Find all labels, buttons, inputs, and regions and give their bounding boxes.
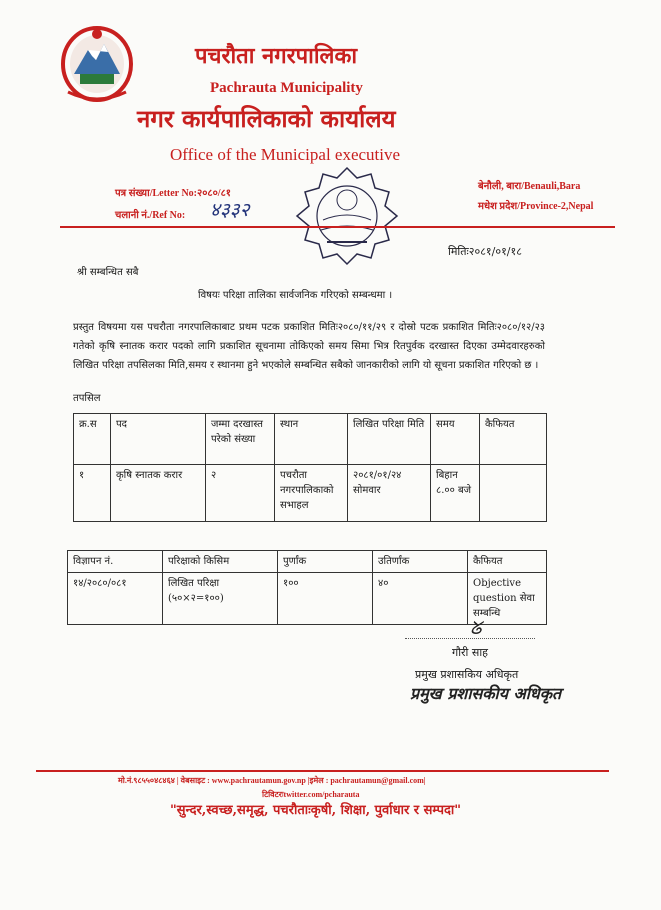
footer-contact: मो.नं.९८५५०४८४६४ | वेबसाइट : www.pachrautamun.gov.np |इमेल : pachrautamun@gmail.com| bbox=[118, 776, 426, 785]
table-cell: १०० bbox=[278, 573, 373, 625]
table-header-cell: उतिर्णांक bbox=[373, 551, 468, 573]
ref-number-label: चलानी नं./Ref No: bbox=[115, 210, 186, 221]
address-line-2: मधेश प्रदेश/Province-2,Nepal bbox=[478, 201, 594, 212]
ref-number-handwritten: ४३३२ bbox=[210, 199, 250, 221]
table-header-cell: परिक्षाको किसिम bbox=[163, 551, 278, 573]
table-cell: बिहान ८.०० बजे bbox=[431, 465, 480, 522]
table-header-cell: कैफियत bbox=[480, 414, 547, 465]
table-header-row bbox=[74, 414, 547, 465]
letter-number: पत्र संख्या/Letter No:२०८०/८१ bbox=[115, 188, 231, 199]
nepal-emblem-logo bbox=[58, 22, 136, 104]
document-date: मितिः२०८१/०१/१८ bbox=[448, 245, 522, 258]
table-cell: १४/२०८०/०८१ bbox=[68, 573, 163, 625]
footer-twitter: टिविटरःtwitter.com/pcharauta bbox=[262, 790, 360, 799]
table-header-cell: लिखित परिक्षा मिति bbox=[348, 414, 431, 465]
footer-slogan: "सुन्दर,स्वच्छ,समृद्ध, पचरौताःकृषी, शिक्षा, पुर्वाधार र सम्पदा" bbox=[170, 803, 462, 818]
signatory-stamp-text: प्रमुख प्रशासकीय अधिकृत bbox=[410, 684, 562, 703]
table-row bbox=[74, 465, 547, 522]
signature-line bbox=[405, 638, 535, 639]
office-name-np: नगर कार्यपालिकाको कार्यालय bbox=[137, 104, 396, 133]
municipal-office-stamp bbox=[287, 164, 407, 266]
table-header-cell: कैफियत bbox=[468, 551, 547, 573]
municipality-name-en: Pachrauta Municipality bbox=[210, 80, 363, 96]
table-header-cell: समय bbox=[431, 414, 480, 465]
table-header-cell: विज्ञापन नं. bbox=[68, 551, 163, 573]
table-cell: पचरौता नगरपालिकाको सभाहल bbox=[275, 465, 348, 522]
table-header-cell: पद bbox=[111, 414, 206, 465]
body-paragraph: प्रस्तुत विषयमा यस पचरौता नगरपालिकाबाट प्रथम पटक प्रकाशित मितिः२०८०/११/२९ र दोस्रो पटक प्रकाशित मितिः२०८०/१२/२३ गतेको कृषि स्नातक करार पदको लागि प्रकाशित सूचनामा तोकिएको समय सिमा भित्र रितपुर्वक दरखास्त दिएका उम्मेदवारहरुको लिखित परिक्षा तपसिलका मिति,समय र स्थानमा हुने भएकोले सम्बन्धित सबैको जानकारीको लागि यो सूचना प्रकाशित गरिएको छ । bbox=[73, 322, 545, 371]
signatory-name: गौरी साह bbox=[452, 646, 489, 659]
table-header-cell: पुर्णांक bbox=[278, 551, 373, 573]
footer-divider bbox=[36, 770, 609, 772]
details-heading: तपसिल bbox=[73, 393, 101, 404]
signatory-title: प्रमुख प्रशासकिय अधिकृत bbox=[415, 668, 519, 681]
exam-marks-table bbox=[67, 550, 547, 625]
table-header-cell: क्र.स bbox=[74, 414, 111, 465]
header-divider bbox=[60, 226, 615, 228]
address-line-1: बेनौली, बारा/Benauli,Bara bbox=[478, 181, 581, 192]
table-cell: ४० bbox=[373, 573, 468, 625]
table-cell: १ bbox=[74, 465, 111, 522]
exam-schedule-table bbox=[73, 413, 547, 522]
recipient: श्री सम्बन्धित सबै bbox=[77, 267, 139, 278]
table-cell: २०८१/०१/२४ सोमवार bbox=[348, 465, 431, 522]
signature-scribble: ᘜ bbox=[470, 618, 482, 639]
table-cell: Objective question सेवा सम्बन्धि bbox=[468, 573, 547, 625]
table-header-cell: जम्मा दरखास्त परेको संख्या bbox=[206, 414, 275, 465]
subject-line: विषयः परिक्षा तालिका सार्वजनिक गरिएको सम्बन्धमा । bbox=[198, 290, 393, 301]
municipality-name-np: पचरौता नगरपालिका bbox=[195, 43, 358, 69]
table-cell bbox=[480, 465, 547, 522]
office-name-en: Office of the Municipal executive bbox=[170, 145, 401, 164]
table-cell: लिखित परिक्षा (५०×२=१००) bbox=[163, 573, 278, 625]
table-cell: कृषि स्नातक करार bbox=[111, 465, 206, 522]
table-header-cell: स्थान bbox=[275, 414, 348, 465]
table-header-row bbox=[68, 551, 547, 573]
table-row bbox=[68, 573, 547, 625]
table-cell: २ bbox=[206, 465, 275, 522]
